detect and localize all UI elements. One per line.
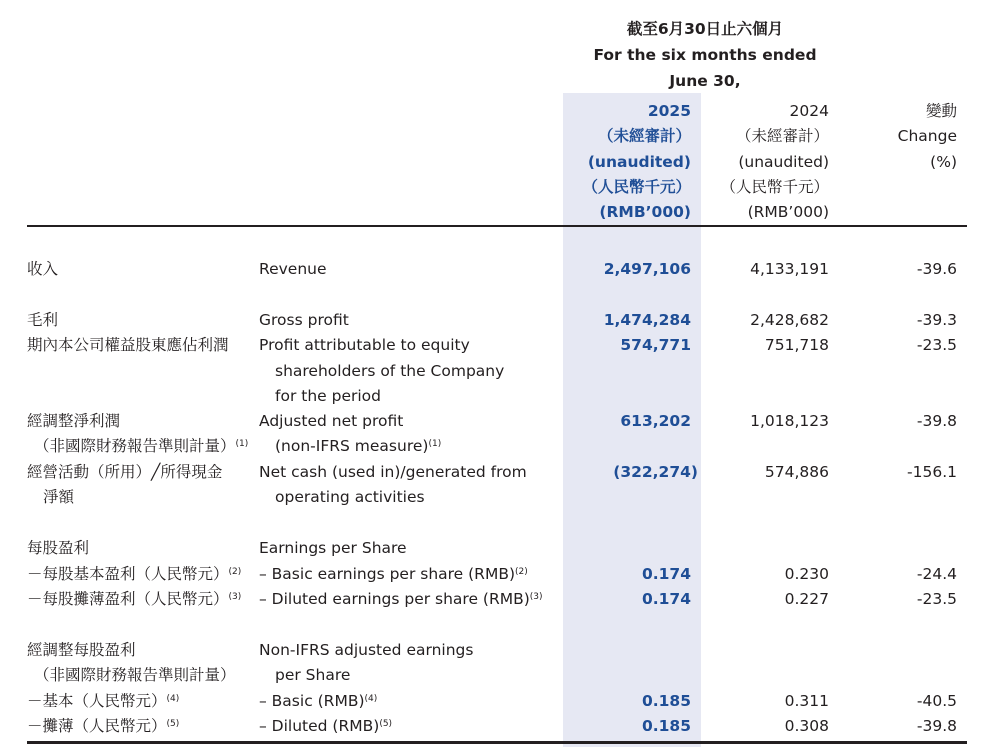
net-cash-2024: 574,886: [764, 463, 829, 481]
adjusted-eps-heading-zh-line1: 經調整每股盈利: [27, 641, 136, 659]
col2024-year: 2024: [789, 102, 829, 120]
adjusted-net-profit-label-en-line2: (non-IFRS measure)$^{(1)}$: [275, 437, 442, 455]
revenue-label-en: Revenue: [259, 260, 327, 278]
eps-basic-2025: 0.174: [641, 565, 691, 583]
profit-attributable-label-en-line2: shareholders of the Company: [275, 362, 505, 380]
profit-attributable-2025: 574,771: [620, 336, 691, 354]
adjusted-eps-heading-en-line1: Non-IFRS adjusted earnings: [259, 641, 474, 659]
profit-attributable-label-en-line3: for the period: [275, 387, 381, 405]
net-cash-change: -156.1: [907, 463, 957, 481]
adjusted-eps-diluted-label-zh: －攤薄（人民幣元）$^{(5)}$: [27, 717, 180, 735]
adjusted-eps-diluted-label-en: – Diluted (RMB)$^{(5)}$: [259, 717, 393, 735]
adjusted-eps-basic-label-en: – Basic (RMB)$^{(4)}$: [259, 692, 378, 710]
net-cash-label-zh-line1: 經營活動（所用）╱所得現金: [27, 463, 223, 481]
change-header-zh: 變動: [925, 102, 957, 120]
col2024-audit-zh: （未經審計）: [735, 127, 829, 145]
adjusted-eps-heading-zh-line2: （非國際財務報告準則計量）: [34, 666, 236, 684]
net-cash-2025: (322,274): [613, 463, 698, 481]
gross-profit-label-zh: 毛利: [27, 311, 59, 329]
adjusted-eps-heading-en-line2: per Share: [275, 666, 351, 684]
adjusted-eps-diluted-change: -39.8: [916, 717, 957, 735]
eps-diluted-2025: 0.174: [641, 590, 691, 608]
adjusted-net-profit-label-zh-line1: 經調整淨利潤: [27, 412, 121, 430]
col2025-year: 2025: [647, 102, 691, 120]
profit-attributable-2024: 751,718: [764, 336, 829, 354]
adjusted-net-profit-label-zh-line2: （非國際財務報告準則計量）$^{(1)}$: [34, 437, 249, 455]
revenue-label-zh: 收入: [27, 260, 59, 278]
adjusted-net-profit-label-en-line1: Adjusted net profit: [259, 412, 404, 430]
adjusted-net-profit-2025: 613,202: [620, 412, 691, 430]
eps-diluted-label-zh: －每股攤薄盈利（人民幣元）$^{(3)}$: [27, 590, 242, 608]
period-header-zh: 截至6月30日止六個月: [626, 20, 784, 38]
adjusted-eps-diluted-2025: 0.185: [641, 717, 691, 735]
profit-attributable-label-zh: 期內本公司權益股東應佔利潤: [27, 336, 229, 354]
header-rule: [27, 225, 967, 227]
gross-profit-change: -39.3: [916, 311, 957, 329]
revenue-change: -39.6: [916, 260, 957, 278]
eps-basic-2024: 0.230: [784, 565, 829, 583]
period-header-en-line2: June 30,: [669, 72, 741, 90]
profit-attributable-label-en-line1: Profit attributable to equity: [259, 336, 470, 354]
adjusted-eps-diluted-2024: 0.308: [784, 717, 829, 735]
col2025-unit-en: (RMB’000): [599, 203, 691, 221]
adjusted-eps-basic-2024: 0.311: [784, 692, 829, 710]
gross-profit-2024: 2,428,682: [750, 311, 829, 329]
eps-heading-zh: 每股盈利: [27, 539, 90, 557]
net-cash-label-zh-line2: 淨額: [43, 488, 75, 506]
eps-basic-label-zh: －每股基本盈利（人民幣元）$^{(2)}$: [27, 565, 242, 583]
change-header-en: Change: [897, 127, 957, 145]
adjusted-net-profit-change: -39.8: [916, 412, 957, 430]
change-header-unit: (%): [930, 153, 957, 171]
eps-basic-change: -24.4: [916, 565, 957, 583]
revenue-2024: 4,133,191: [750, 260, 829, 278]
eps-diluted-2024: 0.227: [784, 590, 829, 608]
col2024-audit-en: (unaudited): [738, 153, 829, 171]
eps-diluted-label-en: – Diluted earnings per share (RMB)$^{(3)}$: [259, 590, 543, 608]
period-header-en-line1: For the six months ended: [593, 46, 817, 64]
eps-basic-label-en: – Basic earnings per share (RMB)$^{(2)}$: [259, 565, 528, 583]
net-cash-label-en-line2: operating activities: [275, 488, 425, 506]
gross-profit-label-en: Gross profit: [259, 311, 349, 329]
eps-diluted-change: -23.5: [916, 590, 957, 608]
col2024-unit-en: (RMB’000): [747, 203, 829, 221]
eps-heading-en: Earnings per Share: [259, 539, 407, 557]
adjusted-eps-basic-label-zh: －基本（人民幣元）$^{(4)}$: [27, 692, 180, 710]
adjusted-eps-basic-change: -40.5: [916, 692, 957, 710]
adjusted-eps-basic-2025: 0.185: [641, 692, 691, 710]
revenue-2025: 2,497,106: [603, 260, 691, 278]
col2025-audit-en: (unaudited): [587, 153, 691, 171]
profit-attributable-change: -23.5: [916, 336, 957, 354]
gross-profit-2025: 1,474,284: [603, 311, 691, 329]
col2025-audit-zh: （未經審計）: [597, 127, 691, 145]
col2024-unit-zh: （人民幣千元）: [720, 178, 829, 196]
net-cash-label-en-line1: Net cash (used in)/generated from: [259, 463, 527, 481]
adjusted-net-profit-2024: 1,018,123: [750, 412, 829, 430]
footer-rule: [27, 741, 967, 744]
col2025-unit-zh: （人民幣千元）: [582, 178, 691, 196]
